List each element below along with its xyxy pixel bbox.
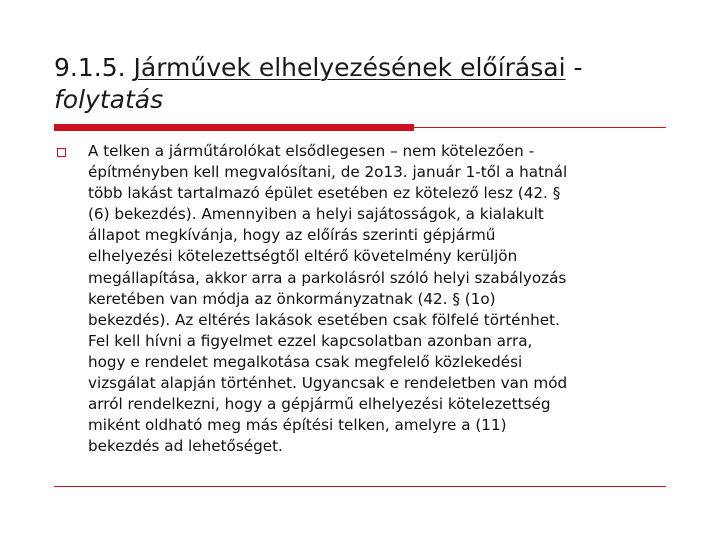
title-divider-line xyxy=(414,127,666,128)
footer-divider-line xyxy=(54,486,666,487)
title-number: 9.1.5. xyxy=(54,53,134,82)
slide-title xyxy=(54,52,694,116)
title-continuation: folytatás xyxy=(54,85,164,114)
hollow-square-bullet-icon xyxy=(57,148,66,157)
bullet-paragraph: A telken a járműtárolókat elsődlegesen – nem kötelezően - építményben kell megvalósítani, de 2o13. január 1-től a hatnál több lakást tartalmazó épület esetében ez kötelező lesz (42. § (6) bekezdés). Amennyiben a helyi sajátosságok, a kialakult állapot megkívánja, hogy az előírás szerinti gépjármű elhelyezési kötelezettségtől eltérő követelmény kerüljön megállapítása, akkor arra a parkolásról szóló helyi szabályozás keretében van módja az önkormányzatnak (42. § (1o) bekezdés). Az eltérés lakások esetében csak fölfelé történhet. Fel kell hívni a figyelmet ezzel kapcsolatban azonban arra, hogy e rendelet megalkotása csak megfelelő közlekedési vizsgálat alapján történhet. Ugyancsak e rendeletben van mód arról rendelkezni, hogy a gépjármű elhelyezési kötelezettség miként oldható meg más építési telken, amelyre a (11) bekezdés ad lehetőséget. xyxy=(88,142,568,456)
title-main: Járművek elhelyezésének előírásai xyxy=(133,53,566,82)
title-accent-bar xyxy=(54,124,414,131)
title-dash: - xyxy=(565,53,583,82)
